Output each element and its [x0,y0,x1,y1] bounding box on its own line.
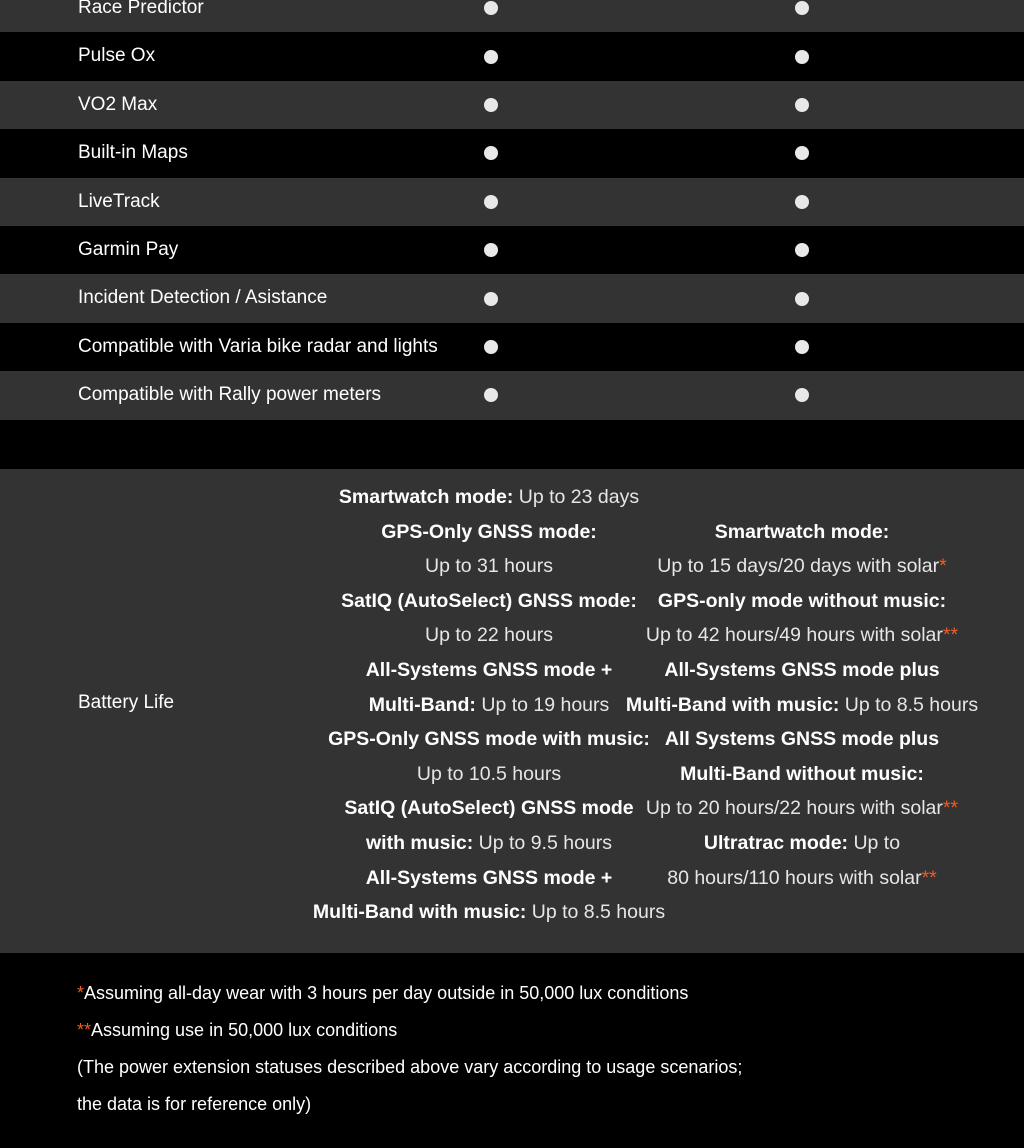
feature-row-pulse-ox [0,32,1024,80]
battery-mode-name: SatIQ (AutoSelect) GNSS mode [344,797,634,820]
supported-dot-icon [484,340,498,354]
battery-line [612,722,992,757]
battery-mode-name: SatIQ (AutoSelect) GNSS mode: [341,589,637,612]
feature-row-built-in-maps [0,129,1024,177]
battery-life-label: Battery Life [78,692,175,713]
footnote-asterisk: ** [942,797,959,820]
feature-label: Race Predictor [78,0,204,18]
battery-column-b [612,515,992,896]
battery-mode-name: Smartwatch mode: [338,486,514,508]
battery-line [612,549,992,584]
footnote-asterisk: * [939,555,947,578]
battery-line [290,895,688,930]
battery-mode-name: All-Systems GNSS mode + [365,866,613,889]
battery-duration: Up to [848,831,901,854]
supported-dot-icon [484,243,498,257]
battery-mode-name: Smartwatch mode: [714,520,890,543]
footnote-asterisk: * [77,983,85,1003]
battery-duration: Up to 23 days [513,486,640,508]
battery-mode-name: GPS-only mode without music: [657,589,947,612]
battery-line [290,480,688,515]
footnote-text: Assuming all-day wear with 3 hours per day outside in 50,000 lux conditions [84,983,689,1003]
feature-label: Garmin Pay [78,238,179,260]
supported-dot-icon [484,388,498,402]
supported-dot-icon [795,146,809,160]
supported-dot-icon [795,292,809,306]
battery-duration: Up to 10.5 hours [416,762,562,785]
footnote-asterisk: ** [921,866,937,889]
footnotes [77,975,742,1123]
battery-mode-name: All-Systems GNSS mode plus [664,658,940,681]
feature-row-varia-compatible [0,323,1024,371]
footnote-text: the data is for reference only) [77,1094,312,1114]
battery-duration: Up to 15 days/20 days with solar [657,555,940,578]
feature-label: Incident Detection / Asistance [78,287,328,309]
supported-dot-icon [795,98,809,112]
feature-row-garmin-pay [0,226,1024,274]
battery-duration: Up to 8.5 hours [526,901,666,924]
battery-mode-name: All-Systems GNSS mode + [365,658,613,681]
battery-line [612,515,992,550]
footnote [77,975,742,1012]
battery-duration: Up to 19 hours [475,693,610,716]
battery-mode-name: Multi-Band with music: [312,901,527,924]
feature-label: Compatible with Varia bike radar and lights [78,335,438,357]
footnote [77,1012,742,1049]
battery-duration: Up to 22 hours [425,624,553,647]
battery-mode-name: All Systems GNSS mode plus [664,728,940,751]
supported-dot-icon [795,50,809,64]
battery-duration: Up to 31 hours [425,555,553,578]
battery-line [612,791,992,826]
supported-dot-icon [795,388,809,402]
battery-mode-name: with music: [365,831,474,854]
supported-dot-icon [484,195,498,209]
footnote [77,1049,742,1086]
supported-dot-icon [484,146,498,160]
battery-mode-name: Ultratrac mode: [703,831,849,854]
feature-row-rally-compatible [0,371,1024,419]
battery-line [612,826,992,861]
battery-mode-name: GPS-Only GNSS mode: [381,520,597,543]
battery-line [612,653,992,688]
battery-line [612,688,992,723]
battery-line [612,584,992,619]
supported-dot-icon [484,98,498,112]
battery-line [612,618,992,653]
battery-mode-name: Multi-Band without music: [680,762,924,785]
supported-dot-icon [795,1,809,15]
footnote-asterisk: ** [77,1020,92,1040]
feature-label: VO2 Max [78,93,158,115]
battery-mode-name: Multi-Band with music: [625,693,840,716]
footnote-text: Assuming use in 50,000 lux conditions [91,1020,398,1040]
feature-row-race-predictor [0,0,1024,32]
battery-duration: Up to 20 hours/22 hours with solar [645,797,943,820]
supported-dot-icon [795,340,809,354]
battery-duration: 80 hours/110 hours with solar [667,866,922,889]
supported-dot-icon [484,292,498,306]
battery-line [612,757,992,792]
battery-line [612,861,992,896]
feature-row-incident-detection [0,274,1024,322]
feature-comparison-table [0,0,1024,420]
supported-dot-icon [795,195,809,209]
feature-label: Built-in Maps [78,142,188,164]
feature-label: LiveTrack [78,190,160,212]
battery-life-row [0,469,1024,953]
feature-row-vo2-max [0,81,1024,129]
battery-mode-name: GPS-Only GNSS mode with music: [328,728,650,751]
feature-label: Compatible with Rally power meters [78,384,382,406]
footnote-text: (The power extension statuses described above vary according to usage scenarios; [77,1057,743,1077]
battery-duration: Up to 42 hours/49 hours with solar [645,624,943,647]
supported-dot-icon [795,243,809,257]
supported-dot-icon [484,50,498,64]
battery-duration: Up to 8.5 hours [839,693,979,716]
battery-duration: Up to 9.5 hours [473,831,612,854]
battery-mode-name: Multi-Band: [368,693,476,716]
feature-label: Pulse Ox [78,45,156,67]
feature-row-livetrack [0,178,1024,226]
footnote-asterisk: ** [942,624,959,647]
supported-dot-icon [484,1,498,15]
footnote [77,1086,742,1123]
